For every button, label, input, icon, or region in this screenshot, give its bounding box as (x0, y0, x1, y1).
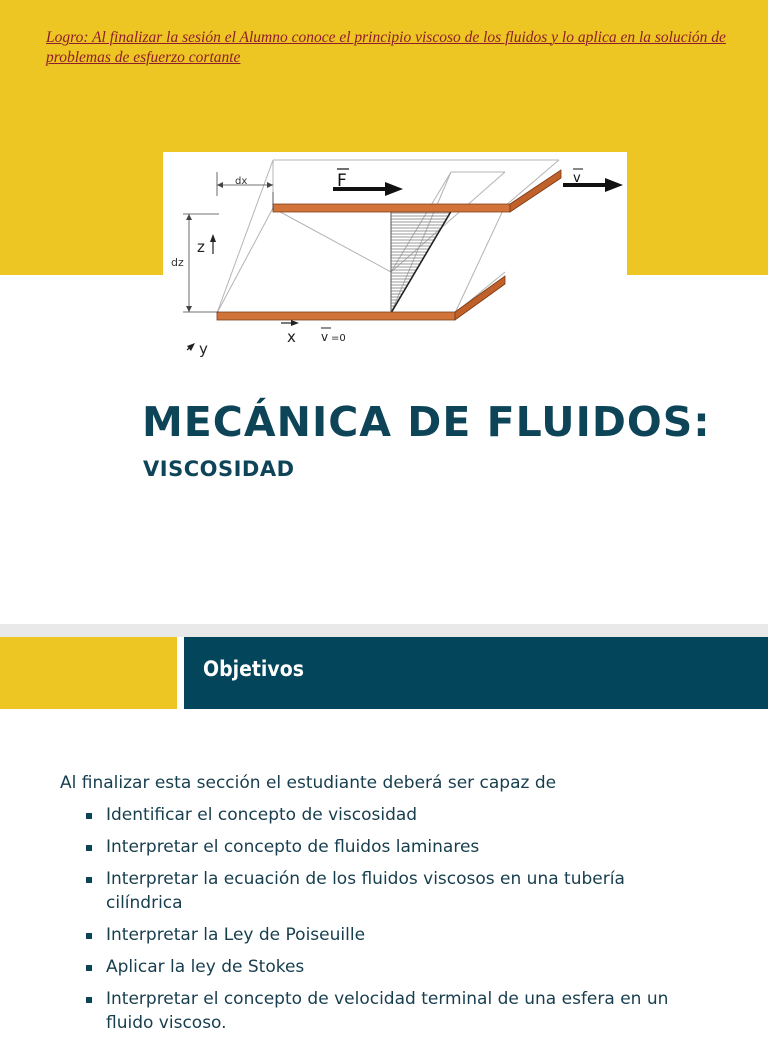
objectives-intro: Al finalizar esta sección el estudiante deberá ser capaz de (60, 773, 557, 793)
list-item-text: Interpretar la ecuación de los fluidos viscosos en una tubería cilíndrica (106, 869, 625, 913)
page-title: MECÁNICA DE FLUIDOS: (142, 398, 711, 446)
learning-goal-text: Logro: Al finalizar la sesión el Alumno conoce el principio viscoso de los fluidos y lo aplica en la solución de problemas de esfuerzo cortante (46, 29, 726, 66)
top-moving-plate (273, 170, 561, 212)
list-item (86, 955, 696, 979)
list-item (86, 987, 696, 1035)
dz-dimension (183, 214, 219, 312)
list-item (86, 803, 696, 827)
list-item-text: Aplicar la ley de Stokes (106, 957, 305, 977)
list-item-text: Interpretar la Ley de Poiseuille (106, 925, 366, 945)
velocity-label: v (573, 171, 581, 186)
section-title: Objetivos (203, 657, 304, 681)
z-axis-arrowhead (210, 234, 216, 242)
list-item-text: Interpretar el concepto de velocidad terminal de una esfera en un fluido viscoso. (106, 989, 669, 1033)
page-subtitle: VISCOSIDAD (143, 457, 295, 481)
viscosity-diagram (163, 152, 627, 362)
shear-flow-figure (163, 152, 627, 362)
slide-separator (0, 624, 768, 637)
list-item (86, 923, 696, 947)
y-axis-arrowhead (187, 343, 195, 351)
bullet-icon (86, 933, 92, 939)
velocity-profile-edge (391, 208, 453, 313)
force-label: F (337, 171, 347, 191)
zero-velocity-value: =0 (331, 333, 346, 344)
bullet-icon (86, 845, 92, 851)
y-axis-label: y (199, 340, 208, 358)
velocity-arrow-head (605, 178, 623, 192)
x-axis-arrowhead (291, 320, 299, 326)
list-item-text: Interpretar el concepto de fluidos laminares (106, 837, 480, 857)
z-axis-label: z (197, 238, 205, 256)
dx-label: dx (235, 176, 248, 187)
list-item (86, 835, 696, 859)
bullet-icon (86, 997, 92, 1003)
force-arrow-head (385, 182, 403, 196)
bullet-icon (86, 813, 92, 819)
bullet-icon (86, 877, 92, 883)
section-accent-block (0, 637, 177, 709)
objectives-list (86, 803, 696, 1043)
x-axis-label: x (287, 328, 296, 346)
bullet-icon (86, 965, 92, 971)
velocity-arrow-shaft (563, 183, 607, 187)
zero-velocity-symbol: v (321, 330, 329, 344)
list-item-text: Identificar el concepto de viscosidad (106, 805, 418, 825)
section-header (184, 637, 768, 709)
list-item (86, 867, 696, 915)
dz-label: dz (171, 256, 184, 269)
